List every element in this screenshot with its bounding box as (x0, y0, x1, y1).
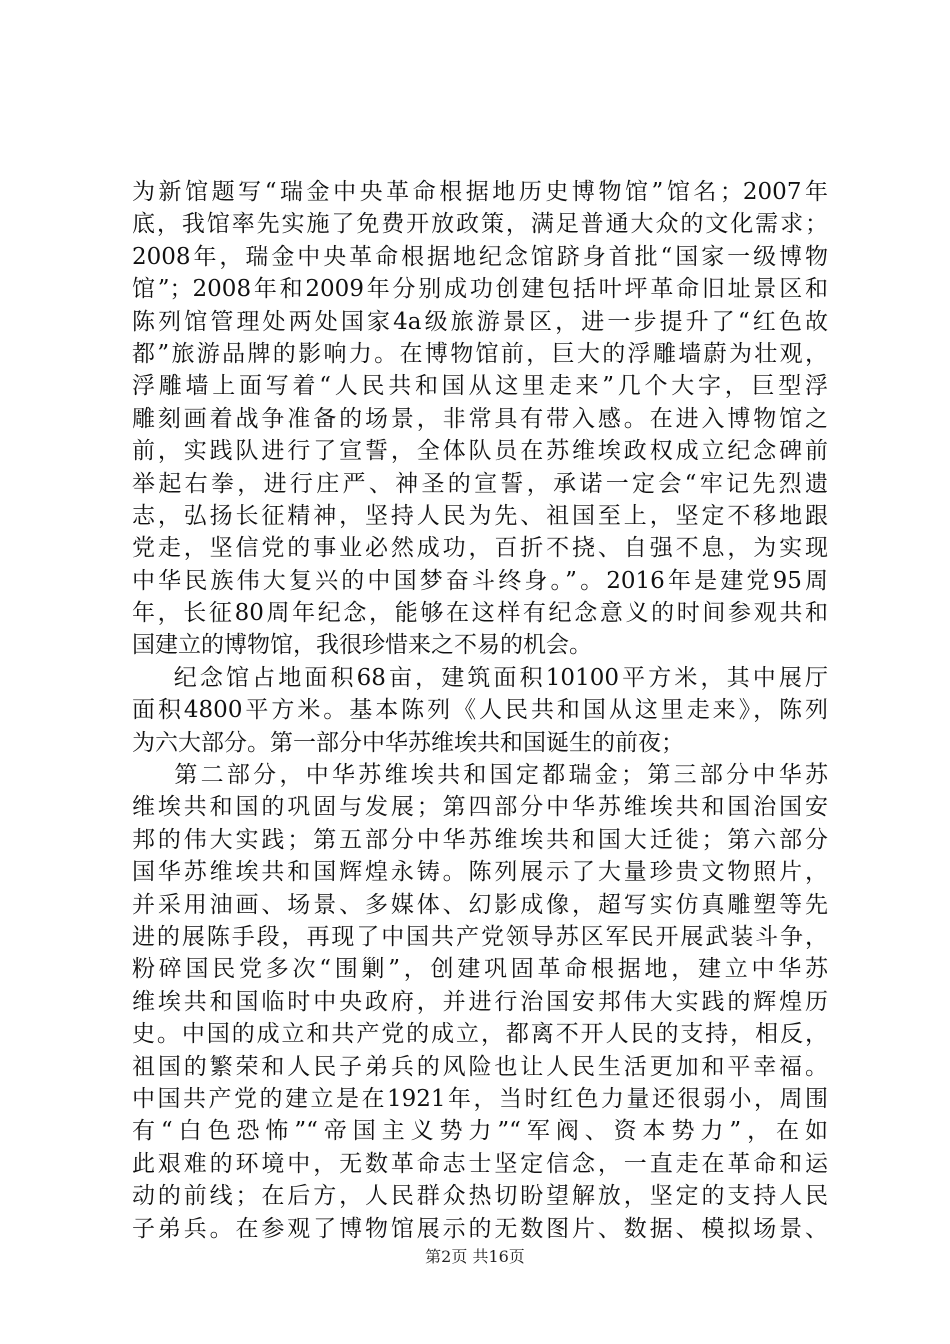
text-line: 前，实践队进行了宣誓，全体队员在苏维埃政权成立纪念碑前 (132, 438, 828, 465)
text-line: 2008年，瑞金中央革命根据地纪念馆跻身首批“国家一级博物 (132, 243, 828, 270)
text-line: 纪念馆占地面积68亩，建筑面积10100平方米，其中展厅 (132, 664, 828, 691)
text-line: 都”旅游品牌的影响力。在博物馆前，巨大的浮雕墙蔚为壮观， (132, 340, 828, 367)
page-number: 第2页 共16页 (425, 1247, 525, 1266)
page-footer (0, 1244, 950, 1267)
text-line: 祖国的繁荣和人民子弟兵的风险也让人民生活更加和平幸福。 (132, 1053, 828, 1080)
text-line: 国建立的博物馆，我很珍惜来之不易的机会。 (132, 632, 592, 659)
text-line: 浮雕墙上面写着“人民共和国从这里走来”几个大字，巨型浮 (132, 373, 828, 400)
text-line: 子弟兵。在参观了博物馆展示的无数图片、数据、模拟场景、 (132, 1215, 828, 1242)
text-line: 邦的伟大实践；第五部分中华苏维埃共和国大迁徙；第六部分 (132, 826, 828, 853)
text-line: 底，我馆率先实施了免费开放政策，满足普通大众的文化需求； (132, 211, 828, 238)
text-line: 年，长征80周年纪念，能够在这样有纪念意义的时间参观共和 (132, 600, 828, 627)
text-line: 馆”；2008年和2009年分别成功创建包括叶坪革命旧址景区和 (132, 276, 828, 303)
text-line: 维埃共和国临时中央政府，并进行治国安邦伟大实践的辉煌历 (132, 988, 828, 1015)
text-line: 中华民族伟大复兴的中国梦奋斗终身。”。2016年是建党95周 (132, 567, 828, 594)
text-line: 志，弘扬长征精神，坚持人民为先、祖国至上，坚定不移地跟 (132, 502, 828, 529)
text-line: 党走，坚信党的事业必然成功，百折不挠、自强不息，为实现 (132, 535, 828, 562)
text-line: 粉碎国民党多次“围剿”，创建巩固革命根据地，建立中华苏 (132, 956, 828, 983)
text-line: 举起右拳，进行庄严、神圣的宣誓，承诺一定会“牢记先烈遗 (132, 470, 828, 497)
text-line: 此艰难的环境中，无数革命志士坚定信念，一直走在革命和运 (132, 1150, 828, 1177)
text-line: 有“白色恐怖”“帝国主义势力”“军阀、资本势力”，在如 (132, 1118, 828, 1145)
text-line: 面积4800平方米。基本陈列《人民共和国从这里走来》，陈列 (132, 697, 828, 724)
text-line: 陈列馆管理处两处国家4a级旅游景区，进一步提升了“红色故 (132, 308, 828, 335)
text-line: 并采用油画、场景、多媒体、幻影成像，超写实仿真雕塑等先 (132, 891, 828, 918)
text-line: 动的前线；在后方，人民群众热切盼望解放，坚定的支持人民 (132, 1183, 828, 1210)
body-text (132, 176, 828, 1245)
text-line: 为六大部分。第一部分中华苏维埃共和国诞生的前夜； (132, 729, 684, 756)
text-line: 为新馆题写“瑞金中央革命根据地历史博物馆”馆名；2007年 (132, 179, 828, 205)
text-line: 雕刻画着战争准备的场景，非常具有带入感。在进入博物馆之 (132, 405, 828, 432)
text-line: 维埃共和国的巩固与发展；第四部分中华苏维埃共和国治国安 (132, 794, 828, 821)
text-line: 史。中国的成立和共产党的成立，都离不开人民的支持，相反， (132, 1021, 828, 1048)
text-line: 国华苏维埃共和国辉煌永铸。陈列展示了大量珍贵文物照片， (132, 859, 828, 886)
text-line: 进的展陈手段，再现了中国共产党领导苏区军民开展武装斗争， (132, 923, 828, 950)
text-line: 第二部分，中华苏维埃共和国定都瑞金；第三部分中华苏 (132, 762, 828, 789)
text-line: 中国共产党的建立是在1921年，当时红色力量还很弱小，周围 (132, 1085, 828, 1112)
